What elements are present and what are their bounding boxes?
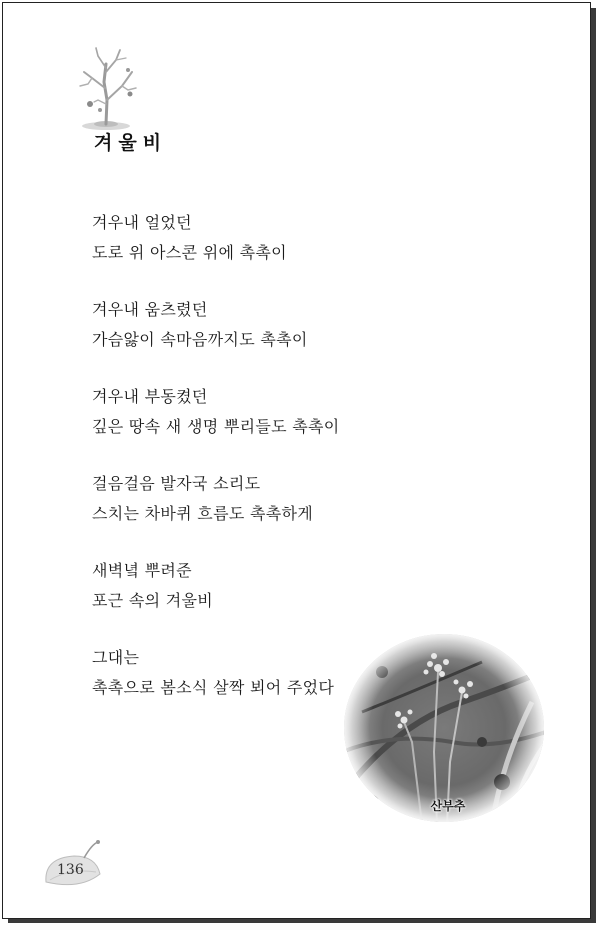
poem-line: 가슴앓이 속마음까지도 촉촉이 [92,330,308,349]
poem-line: 깊은 땅속 새 생명 뿌리들도 촉촉이 [92,417,340,436]
page-number: 136 [57,862,84,878]
poem-line: 걸음걸음 발자국 소리도 [92,474,261,493]
poem-line: 촉촉으로 봄소식 살짝 뵈어 주었다 [92,678,335,697]
bare-tree-icon [70,42,150,134]
poem-line: 포근 속의 겨울비 [92,591,214,610]
poem-title: 겨울비 [94,132,168,154]
page-shadow-right [591,8,596,921]
poem-line: 겨우내 얼었던 [92,213,192,232]
stanza [92,469,532,529]
poem-line: 그대는 [92,648,140,667]
stanza [92,295,532,355]
poem-line: 도로 위 아스콘 위에 촉촉이 [92,243,287,262]
photo-caption: 산부추 [430,799,466,813]
wild-chive-flower-photo [342,632,546,824]
poem-line: 겨우내 움츠렸던 [92,300,208,319]
stanza [92,208,532,268]
stanza [92,382,532,442]
poem-line: 새벽녘 뿌려준 [92,561,192,580]
poem-line: 겨우내 부동켰던 [92,387,208,406]
poem-line: 스치는 차바퀴 흐름도 촉촉하게 [92,504,313,523]
stanza [92,556,532,616]
